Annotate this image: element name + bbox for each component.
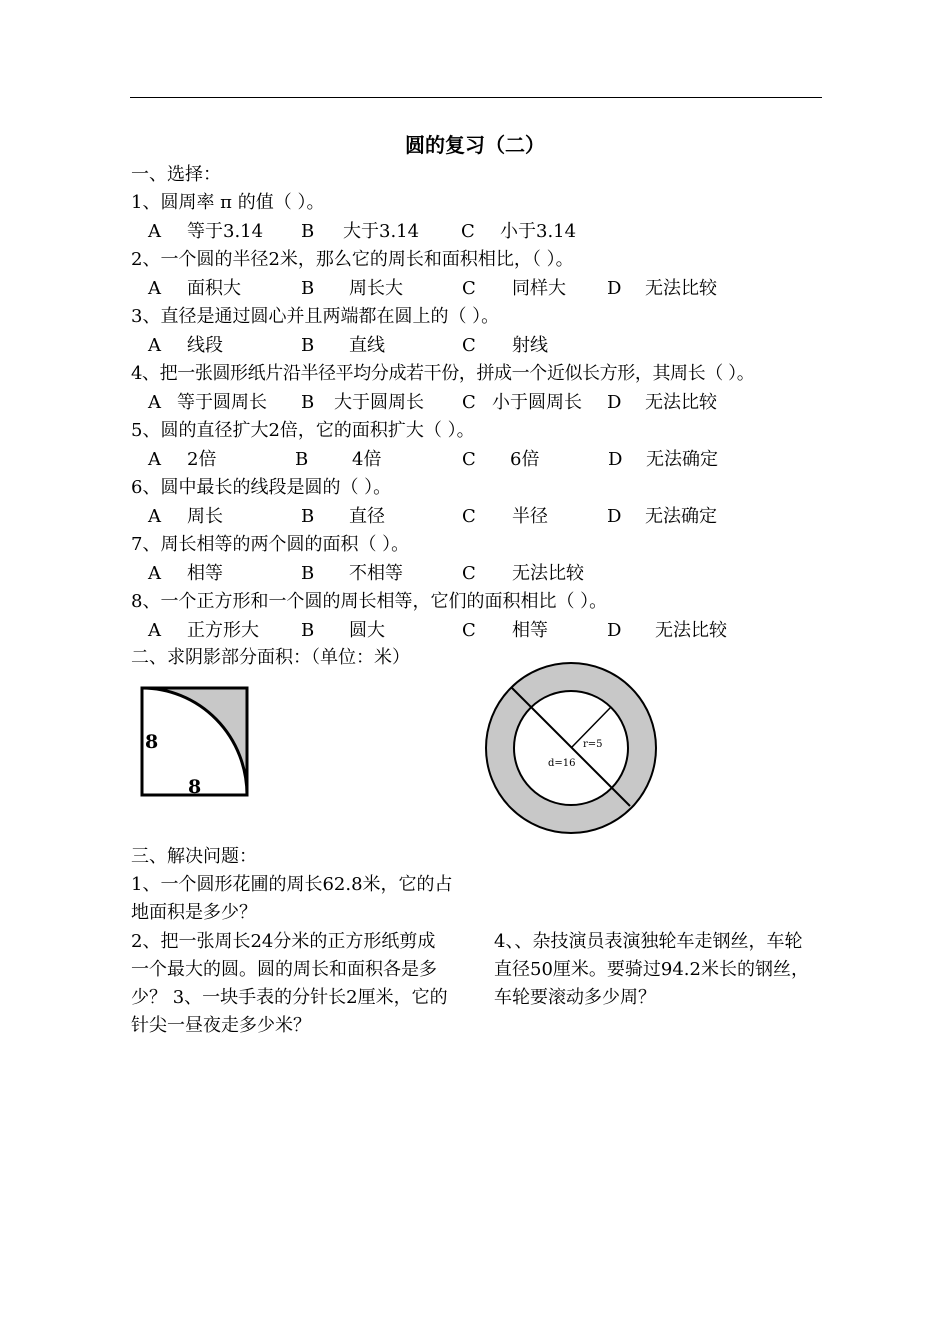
option-text: 圆大 [349,620,385,641]
option-text: 正方形大 [187,620,259,641]
option-text: 直径 [349,506,385,527]
option-text: 相等 [187,563,223,584]
problem-4-line: 直径50厘米。要骑过94.2米长的钢丝， [494,959,809,980]
option-text: 半径 [512,506,548,527]
question-7: 7、周长相等的两个圆的面积（ ）。 [131,534,410,555]
problem-4-line: 车轮要滚动多少周？ [494,987,656,1008]
diameter-label: d=16 [548,758,576,769]
problem-1-line: 1、一个圆形花圃的周长62.8米，它的占 [131,874,453,895]
question-6: 6、圆中最长的线段是圆的（ ）。 [131,477,392,498]
problem-3-line: 针尖一昼夜走多少米？ [131,1015,311,1036]
option-letter: C [462,563,476,584]
option-text: 面积大 [187,278,241,299]
option-letter: D [607,392,622,413]
option-letter: C [461,221,475,242]
option-text: 射线 [512,335,548,356]
option-letter: B [301,563,315,584]
option-text: 无法确定 [645,506,717,527]
option-letter: D [607,506,622,527]
option-text: 无法比较 [512,563,584,584]
option-letter: A [148,221,161,242]
option-letter: B [301,221,315,242]
option-text: 小于3.14 [500,221,577,242]
option-text: 周长 [187,506,223,527]
radius-label: r=5 [583,739,603,750]
question-1: 1、圆周率 π 的值（ ）。 [131,192,325,213]
option-letter: A [148,449,161,470]
question-8: 8、一个正方形和一个圆的周长相等，它们的面积相比（ ）。 [131,591,608,612]
question-5: 5、圆的直径扩大2倍，它的面积扩大（ ）。 [131,420,475,441]
option-letter: D [607,278,622,299]
option-text: 直线 [349,335,385,356]
option-text: 无法比较 [655,620,727,641]
option-text: 等于圆周长 [177,392,267,413]
option-letter: C [462,278,476,299]
problem-2-line: 2、把一张周长24分米的正方形纸剪成 [131,931,436,952]
option-letter: A [148,392,161,413]
option-letter: B [301,620,315,641]
option-letter: B [301,506,315,527]
bottom-label: 8 [188,776,202,798]
option-text: 相等 [512,620,548,641]
option-letter: B [301,335,315,356]
option-letter: A [148,335,161,356]
problem-4-line: 4、、杂技演员表演独轮车走钢丝，车轮 [494,931,803,952]
figure-quarter-circle [136,683,254,803]
option-text: 小于圆周长 [492,392,582,413]
option-text: 线段 [187,335,223,356]
option-text: 无法比较 [645,278,717,299]
option-letter: C [462,506,476,527]
question-3: 3、直径是通过圆心并且两端都在圆上的（ ）。 [131,306,500,327]
problem-2-line: 少？ 3、一块手表的分针长2厘米，它的 [131,987,448,1008]
side-label: 8 [145,731,159,753]
option-letter: D [607,620,622,641]
top-rule [130,97,822,98]
option-text: 周长大 [349,278,403,299]
section2-heading: 二、求阴影部分面积：（单位：米） [131,647,410,668]
option-letter: C [462,335,476,356]
option-letter: C [462,449,476,470]
page-title: 圆的复习（二） [405,133,545,157]
option-text: 大于圆周长 [334,392,424,413]
option-text: 等于3.14 [187,221,264,242]
option-letter: C [462,620,476,641]
option-text: 6倍 [510,449,540,470]
figure-annulus [480,660,662,838]
section3-heading: 三、解决问题： [131,846,257,867]
option-letter: A [148,563,161,584]
option-letter: B [301,278,315,299]
option-letter: A [148,278,161,299]
option-letter: D [608,449,623,470]
option-letter: A [148,506,161,527]
option-text: 大于3.14 [343,221,420,242]
option-letter: B [295,449,309,470]
question-2: 2、一个圆的半径2米，那么它的周长和面积相比，（ ）。 [131,249,574,270]
section1-heading: 一、选择： [131,164,221,185]
problem-1-line: 地面积是多少？ [131,902,257,923]
option-text: 同样大 [512,278,566,299]
option-text: 不相等 [349,563,403,584]
option-letter: A [148,620,161,641]
option-text: 2倍 [187,449,217,470]
question-4: 4、把一张圆形纸片沿半径平均分成若干份，拼成一个近似长方形，其周长（ ）。 [131,363,755,384]
option-letter: B [301,392,315,413]
option-text: 无法比较 [645,392,717,413]
option-text: 无法确定 [646,449,718,470]
option-text: 4倍 [352,449,382,470]
problem-2-line: 一个最大的圆。圆的周长和面积各是多 [131,959,437,980]
option-letter: C [462,392,476,413]
